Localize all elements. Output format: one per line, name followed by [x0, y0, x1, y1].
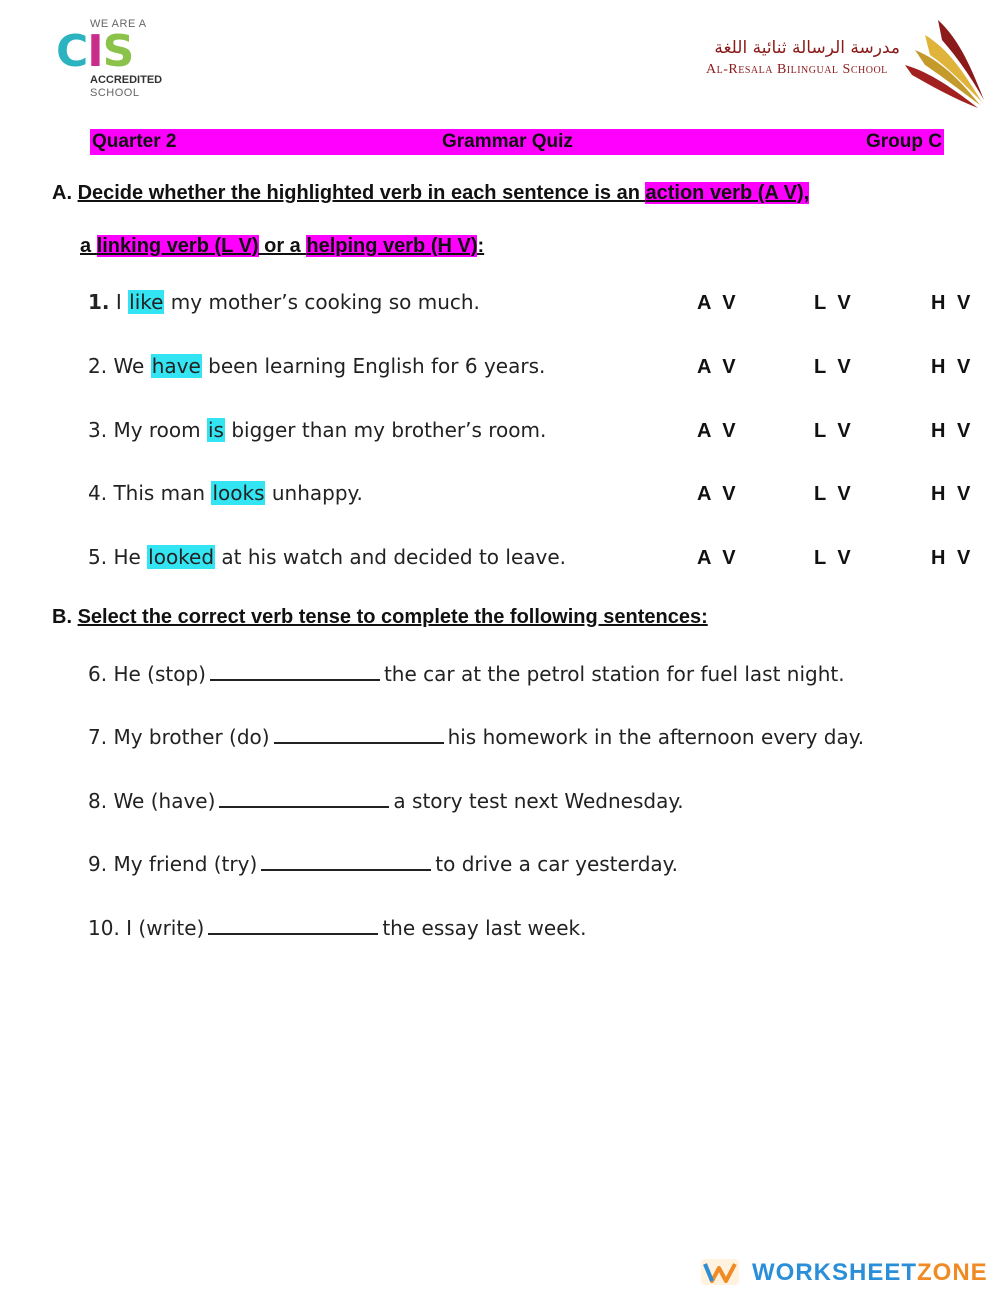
option-av[interactable]: A V [697, 292, 739, 314]
quiz-title: Grammar Quiz [442, 131, 573, 152]
section-a-colon: : [477, 235, 485, 257]
question-6 [88, 661, 845, 686]
section-a-text-b: or a [258, 235, 307, 257]
quiz-header-bar [90, 129, 944, 155]
question-number: 6. [88, 662, 108, 686]
question-text: We [113, 354, 151, 378]
cis-tagline: WE ARE A [90, 18, 147, 30]
question-text: My friend (try) [113, 852, 258, 876]
question-number: 4. [88, 481, 108, 505]
option-hv[interactable]: H V [931, 420, 974, 442]
question-number: 8. [88, 789, 108, 813]
question-7 [88, 724, 864, 749]
question-text: at his watch and decided to leave. [215, 545, 567, 569]
option-hv[interactable]: H V [931, 356, 974, 378]
answer-blank[interactable] [208, 915, 378, 935]
question-text: the essay last week. [382, 916, 587, 940]
question-text: a story test next Wednesday. [393, 789, 684, 813]
highlighted-verb: is [208, 418, 224, 442]
highlighted-verb: looked [148, 545, 215, 569]
option-hv[interactable]: H V [931, 547, 974, 569]
option-lv[interactable]: L V [814, 483, 854, 505]
option-av[interactable]: A V [697, 483, 739, 505]
worksheetzone-wordmark [752, 1259, 988, 1287]
cis-school-label: SCHOOL [90, 87, 140, 99]
question-9 [88, 851, 678, 876]
question-text: I (write) [126, 916, 205, 940]
group-label: Group C [866, 131, 942, 152]
question-2 [88, 354, 545, 378]
action-verb-label: action verb (A V), [645, 182, 810, 204]
question-10 [88, 915, 586, 940]
question-text: to drive a car yesterday. [435, 852, 678, 876]
question-text: my mother’s cooking so much. [164, 290, 480, 314]
question-number: 5. [88, 545, 108, 569]
question-number: 9. [88, 852, 108, 876]
section-a-instruction-line2 [80, 235, 484, 258]
question-text: My brother (do) [113, 725, 270, 749]
highlighted-verb: looks [212, 481, 265, 505]
question-8 [88, 788, 684, 813]
question-3 [88, 418, 546, 442]
school-name-english: Al-Resala Bilingual School [706, 62, 888, 77]
question-number: 1. [88, 290, 110, 314]
answer-blank[interactable] [261, 851, 431, 871]
section-a-instruction-line1 [52, 182, 809, 205]
section-a-prefix: A. [52, 182, 72, 204]
helping-verb-label: helping verb (H V) [306, 235, 478, 257]
worksheetzone-footer[interactable] [700, 1256, 1000, 1290]
option-hv[interactable]: H V [931, 483, 974, 505]
question-4 [88, 481, 363, 505]
option-hv[interactable]: H V [931, 292, 974, 314]
question-text: bigger than my brother’s room. [224, 418, 547, 442]
question-number: 7. [88, 725, 108, 749]
option-lv[interactable]: L V [814, 292, 854, 314]
question-text: He [113, 545, 148, 569]
answer-blank[interactable] [274, 724, 444, 744]
section-a-text: Decide whether the highlighted verb in each sentence is an [77, 182, 646, 204]
highlighted-verb: have [151, 354, 201, 378]
option-av[interactable]: A V [697, 356, 739, 378]
question-text: My room [113, 418, 207, 442]
brand-part-b: ZONE [917, 1259, 988, 1286]
question-1 [88, 290, 480, 314]
option-lv[interactable]: L V [814, 547, 854, 569]
school-logo [700, 10, 990, 110]
question-text: This man [113, 481, 212, 505]
question-number: 3. [88, 418, 108, 442]
question-text: We (have) [113, 789, 216, 813]
answer-blank[interactable] [219, 788, 389, 808]
section-b-title: Select the correct verb tense to complete the following sentences: [77, 606, 708, 628]
section-a-text-a: a [80, 235, 97, 257]
brand-part-a: WORKSHEET [752, 1259, 917, 1286]
question-text: been learning English for 6 years. [201, 354, 546, 378]
cis-accredited-label: ACCREDITED [90, 74, 163, 86]
option-lv[interactable]: L V [814, 356, 854, 378]
school-name-arabic: مدرسة الرسالة ثنائية اللغة [714, 38, 900, 58]
question-text: He (stop) [113, 662, 206, 686]
question-number: 2. [88, 354, 108, 378]
answer-blank[interactable] [210, 661, 380, 681]
question-5 [88, 545, 566, 569]
question-text: the car at the petrol station for fuel last night. [383, 662, 845, 686]
option-av[interactable]: A V [697, 420, 739, 442]
worksheetzone-logo-icon [700, 1258, 740, 1286]
question-text: unhappy. [265, 481, 363, 505]
section-b-prefix: B. [52, 606, 72, 628]
question-number: 10. [88, 916, 120, 940]
question-text: his homework in the afternoon every day. [447, 725, 865, 749]
cis-accredited-logo [56, 18, 186, 100]
school-wings-icon [900, 10, 990, 110]
question-text: I [115, 290, 129, 314]
quarter-label: Quarter 2 [92, 131, 177, 152]
cis-wordmark: CIS [56, 26, 134, 77]
option-av[interactable]: A V [697, 547, 739, 569]
section-b-instruction [52, 606, 708, 629]
option-lv[interactable]: L V [814, 420, 854, 442]
linking-verb-label: linking verb (L V) [96, 235, 259, 257]
highlighted-verb: like [129, 290, 164, 314]
